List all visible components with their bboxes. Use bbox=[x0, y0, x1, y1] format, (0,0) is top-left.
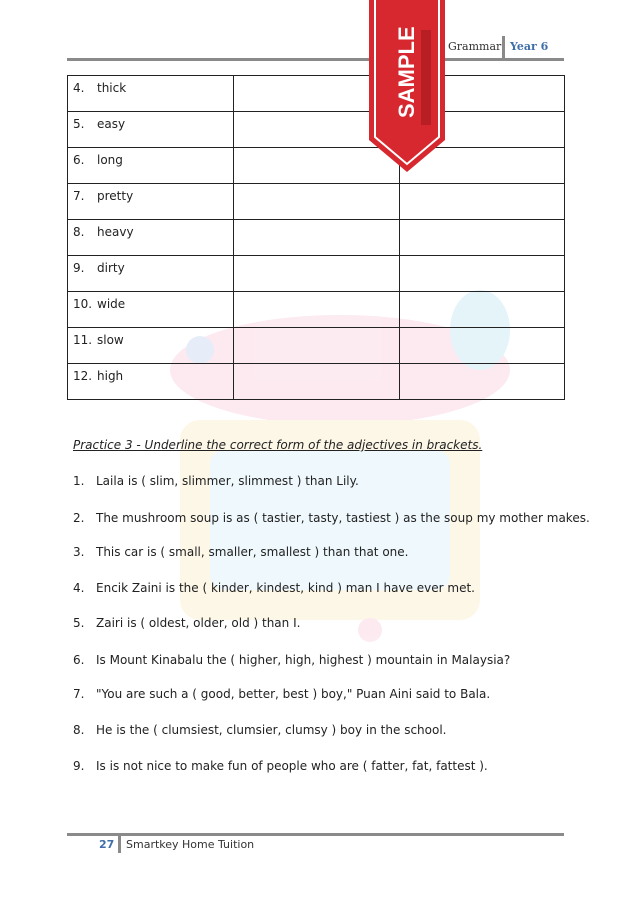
comparative-cell bbox=[234, 184, 400, 220]
row-word: heavy bbox=[97, 225, 134, 239]
word-cell bbox=[68, 364, 234, 400]
footer-rule bbox=[67, 833, 564, 836]
row-word: slow bbox=[97, 333, 124, 347]
superlative-cell bbox=[400, 364, 565, 400]
practice-question bbox=[73, 653, 510, 667]
superlative-cell bbox=[400, 184, 565, 220]
word-cell bbox=[68, 256, 234, 292]
question-number: 9. bbox=[73, 759, 85, 773]
row-word: easy bbox=[97, 117, 126, 131]
word-cell bbox=[68, 112, 234, 148]
question-text: Laila is ( slim, slimmer, slimmest ) than Lily. bbox=[96, 474, 359, 488]
superlative-cell bbox=[400, 256, 565, 292]
comparative-cell bbox=[234, 328, 400, 364]
row-number: 11. bbox=[73, 333, 93, 347]
practice-question bbox=[73, 616, 300, 630]
question-number: 4. bbox=[73, 581, 85, 595]
table-row bbox=[68, 220, 565, 256]
row-word: long bbox=[97, 153, 123, 167]
practice-question bbox=[73, 723, 446, 737]
footer-separator bbox=[118, 836, 121, 853]
question-number: 5. bbox=[73, 616, 85, 630]
question-text: Encik Zaini is the ( kinder, kindest, kind ) man I have ever met. bbox=[96, 581, 475, 595]
comparative-cell bbox=[234, 364, 400, 400]
row-word: wide bbox=[97, 297, 126, 311]
practice-question bbox=[73, 581, 475, 595]
word-cell bbox=[68, 76, 234, 112]
question-text: Is Mount Kinabalu the ( higher, high, highest ) mountain in Malaysia? bbox=[96, 653, 511, 667]
question-number: 1. bbox=[73, 474, 85, 488]
sample-ribbon-label: SAMPLE bbox=[394, 26, 419, 118]
question-number: 7. bbox=[73, 687, 85, 701]
practice-question bbox=[73, 511, 590, 525]
word-cell bbox=[68, 184, 234, 220]
practice-question bbox=[73, 545, 408, 559]
question-text: This car is ( small, smaller, smallest ) than that one. bbox=[96, 545, 409, 559]
table-row bbox=[68, 364, 565, 400]
table-row bbox=[68, 256, 565, 292]
question-text: He is the ( clumsiest, clumsier, clumsy ) boy in the school. bbox=[96, 723, 447, 737]
practice-question bbox=[73, 759, 488, 773]
question-number: 3. bbox=[73, 545, 85, 559]
superlative-cell bbox=[400, 328, 565, 364]
table-row bbox=[68, 328, 565, 364]
row-word: pretty bbox=[97, 189, 134, 203]
comparative-cell bbox=[234, 292, 400, 328]
question-number: 2. bbox=[73, 511, 85, 525]
row-number: 9. bbox=[73, 261, 85, 275]
question-text: The mushroom soup is as ( tastier, tasty, tastiest ) as the soup my mother makes. bbox=[96, 511, 590, 525]
table-row bbox=[68, 112, 565, 148]
page-number: 27 bbox=[99, 838, 115, 851]
row-word: high bbox=[97, 369, 124, 383]
comparative-cell bbox=[234, 256, 400, 292]
row-word: dirty bbox=[97, 261, 125, 275]
header-year: Year 6 bbox=[510, 40, 549, 53]
practice-title: Practice 3 - Underline the correct form of the adjectives in brackets. bbox=[73, 438, 483, 452]
question-number: 6. bbox=[73, 653, 85, 667]
question-text: Zairi is ( oldest, older, old ) than I. bbox=[96, 616, 301, 630]
row-number: 8. bbox=[73, 225, 85, 239]
row-number: 12. bbox=[73, 369, 93, 383]
row-number: 10. bbox=[73, 297, 93, 311]
table-row bbox=[68, 148, 565, 184]
row-word: thick bbox=[97, 81, 127, 95]
header-subject: Grammar bbox=[448, 40, 502, 53]
comparative-cell bbox=[234, 220, 400, 256]
adjective-table bbox=[67, 75, 565, 400]
question-text: "You are such a ( good, better, best ) boy," Puan Aini said to Bala. bbox=[96, 687, 491, 701]
word-cell bbox=[68, 328, 234, 364]
practice-question bbox=[73, 687, 490, 701]
practice-question bbox=[73, 474, 359, 488]
word-cell bbox=[68, 148, 234, 184]
header-separator bbox=[502, 36, 505, 58]
table-row bbox=[68, 76, 565, 112]
question-text: Is is not nice to make fun of people who are ( fatter, fat, fattest ). bbox=[96, 759, 488, 773]
row-number: 4. bbox=[73, 81, 85, 95]
question-number: 8. bbox=[73, 723, 85, 737]
row-number: 6. bbox=[73, 153, 85, 167]
footer-brand: Smartkey Home Tuition bbox=[126, 838, 255, 851]
row-number: 7. bbox=[73, 189, 85, 203]
table-row bbox=[68, 184, 565, 220]
word-cell bbox=[68, 292, 234, 328]
table-row bbox=[68, 292, 565, 328]
word-cell bbox=[68, 220, 234, 256]
header-rule bbox=[67, 58, 564, 61]
superlative-cell bbox=[400, 292, 565, 328]
sample-ribbon bbox=[367, 0, 447, 175]
superlative-cell bbox=[400, 220, 565, 256]
row-number: 5. bbox=[73, 117, 85, 131]
